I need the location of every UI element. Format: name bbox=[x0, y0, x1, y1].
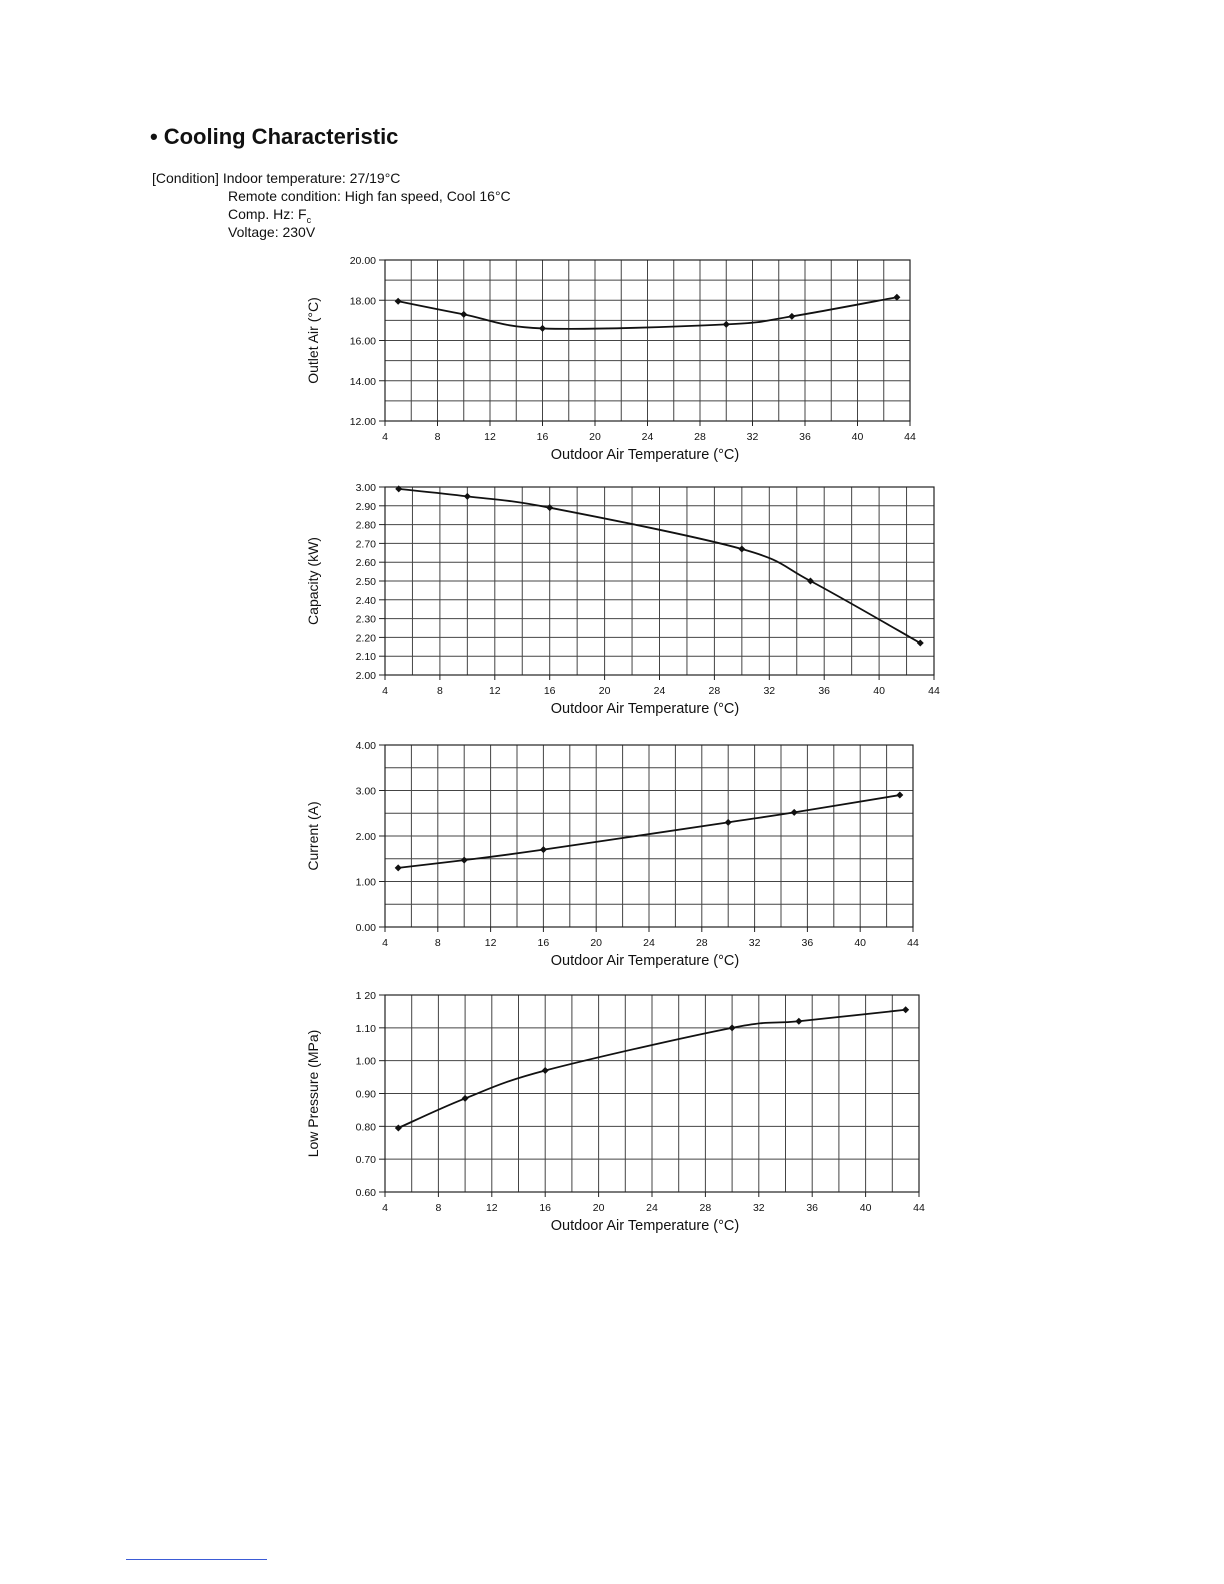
x-axis-label: Outdoor Air Temperature (°C) bbox=[550, 953, 740, 969]
x-tick-label: 16 bbox=[543, 685, 556, 697]
x-tick-label: 36 bbox=[799, 431, 811, 443]
x-tick-label: 40 bbox=[851, 431, 864, 443]
data-point bbox=[795, 1018, 802, 1025]
x-tick-label: 16 bbox=[536, 431, 549, 443]
x-tick-label: 40 bbox=[859, 1202, 872, 1214]
x-tick-label: 24 bbox=[643, 937, 655, 949]
x-tick-label: 20 bbox=[592, 1202, 605, 1214]
y-tick-label: 14.00 bbox=[349, 375, 376, 388]
y-tick-label: 2.80 bbox=[355, 519, 376, 532]
y-tick-label: 0.60 bbox=[355, 1187, 376, 1199]
data-point bbox=[917, 640, 924, 647]
x-tick-label: 16 bbox=[537, 937, 550, 949]
y-tick-label: 2.00 bbox=[355, 831, 376, 843]
data-point bbox=[723, 321, 730, 328]
voltage: Voltage: 230V bbox=[228, 224, 316, 240]
x-tick-label: 24 bbox=[641, 431, 654, 443]
x-tick-label: 20 bbox=[598, 685, 611, 697]
x-tick-label: 28 bbox=[708, 685, 721, 697]
y-tick-label: 3.00 bbox=[355, 482, 376, 494]
chart-1 bbox=[305, 255, 916, 463]
x-tick-label: 32 bbox=[748, 937, 761, 949]
x-tick-label: 24 bbox=[646, 1202, 658, 1214]
x-tick-label: 36 bbox=[818, 685, 831, 697]
y-tick-label: 0.00 bbox=[355, 922, 376, 934]
data-point bbox=[395, 298, 402, 305]
bullet-glyph: • bbox=[150, 124, 158, 149]
y-tick-label: 1 20 bbox=[355, 990, 376, 1002]
y-tick-label: 2.60 bbox=[355, 557, 376, 570]
data-point bbox=[902, 1006, 909, 1013]
x-tick-label: 12 bbox=[484, 937, 497, 949]
x-tick-label: 8 bbox=[434, 937, 441, 949]
x-tick-label: 16 bbox=[539, 1202, 552, 1214]
data-point bbox=[395, 864, 402, 871]
x-tick-label: 28 bbox=[694, 431, 706, 443]
x-tick-label: 12 bbox=[488, 685, 501, 697]
x-axis-label: Outdoor Air Temperature (°C) bbox=[550, 1218, 740, 1234]
x-tick-label: 44 bbox=[928, 685, 940, 697]
chart-4 bbox=[305, 990, 925, 1234]
x-tick-label: 4 bbox=[382, 1202, 388, 1214]
data-point bbox=[546, 504, 553, 511]
data-point bbox=[788, 313, 795, 320]
x-tick-label: 32 bbox=[752, 1202, 765, 1214]
data-point bbox=[893, 294, 900, 301]
indoor-temperature: Indoor temperature: 27/19°C bbox=[222, 170, 401, 186]
y-tick-label: 0.80 bbox=[355, 1121, 376, 1134]
x-axis-label: Outdoor Air Temperature (°C) bbox=[550, 701, 740, 717]
x-tick-label: 44 bbox=[913, 1202, 925, 1214]
y-tick-label: 2.00 bbox=[355, 670, 376, 682]
data-point bbox=[738, 546, 745, 553]
y-tick-label: 0.90 bbox=[355, 1088, 376, 1101]
x-tick-label: 28 bbox=[699, 1202, 712, 1214]
x-tick-label: 20 bbox=[590, 937, 603, 949]
x-tick-label: 4 bbox=[382, 685, 388, 697]
remote-condition: Remote condition: High fan speed, Cool 16°C bbox=[228, 188, 511, 204]
data-point bbox=[540, 846, 547, 853]
footer-rule bbox=[126, 1559, 267, 1560]
y-tick-label: 2.30 bbox=[355, 613, 376, 626]
y-tick-label: 2.10 bbox=[355, 651, 376, 664]
data-point bbox=[725, 819, 732, 826]
data-point bbox=[791, 809, 798, 816]
x-tick-label: 44 bbox=[907, 937, 919, 949]
x-tick-label: 4 bbox=[382, 431, 388, 443]
data-point bbox=[395, 1124, 402, 1131]
x-tick-label: 36 bbox=[806, 1202, 819, 1214]
y-tick-label: 20.00 bbox=[349, 255, 376, 267]
x-tick-label: 44 bbox=[904, 431, 916, 443]
y-tick-label: 18.00 bbox=[349, 295, 376, 308]
y-tick-label: 2.20 bbox=[355, 632, 376, 645]
y-tick-label: 16.00 bbox=[349, 335, 376, 348]
y-axis-label: Low Pressure (MPa) bbox=[305, 1029, 321, 1158]
data-point bbox=[539, 325, 546, 332]
data-point bbox=[896, 792, 903, 799]
y-tick-label: 1.00 bbox=[355, 876, 376, 889]
x-tick-label: 8 bbox=[435, 1202, 442, 1214]
x-tick-label: 4 bbox=[382, 937, 388, 949]
y-tick-label: 1.00 bbox=[355, 1055, 376, 1068]
data-point bbox=[542, 1067, 549, 1074]
x-tick-label: 24 bbox=[653, 685, 666, 697]
chart-3 bbox=[305, 740, 919, 969]
y-axis-label: Capacity (kW) bbox=[305, 537, 321, 625]
x-tick-label: 40 bbox=[873, 685, 885, 697]
y-axis-label: Current (A) bbox=[305, 801, 321, 871]
data-point bbox=[729, 1024, 736, 1031]
x-axis-label: Outdoor Air Temperature (°C) bbox=[550, 447, 740, 463]
y-tick-label: 2.50 bbox=[355, 576, 376, 588]
condition-label: [Condition] bbox=[152, 170, 219, 186]
x-tick-label: 32 bbox=[763, 685, 776, 697]
chart-2 bbox=[305, 482, 940, 717]
y-tick-label: 2.90 bbox=[355, 500, 376, 513]
comp-subscript: c bbox=[306, 214, 312, 225]
y-axis-label: Outlet Air (°C) bbox=[305, 297, 321, 384]
data-point bbox=[807, 578, 814, 585]
x-tick-label: 32 bbox=[746, 431, 759, 443]
data-point bbox=[461, 857, 468, 864]
y-tick-label: 2.40 bbox=[355, 594, 376, 607]
x-tick-label: 20 bbox=[589, 431, 601, 443]
x-tick-label: 12 bbox=[484, 431, 496, 443]
x-tick-label: 40 bbox=[854, 937, 867, 949]
comp-label: Comp. Hz: F bbox=[228, 206, 307, 222]
title-text: Cooling Characteristic bbox=[163, 124, 399, 149]
y-tick-label: 1.10 bbox=[355, 1022, 376, 1035]
data-point bbox=[462, 1095, 469, 1102]
y-tick-label: 3.00 bbox=[355, 785, 376, 798]
data-point bbox=[464, 493, 471, 500]
y-tick-label: 2.70 bbox=[355, 538, 376, 551]
x-tick-label: 36 bbox=[801, 937, 814, 949]
x-tick-label: 8 bbox=[434, 431, 441, 443]
data-point bbox=[460, 311, 467, 318]
y-tick-label: 12.00 bbox=[349, 416, 376, 428]
y-tick-label: 4.00 bbox=[355, 740, 376, 752]
x-tick-label: 12 bbox=[485, 1202, 498, 1214]
y-tick-label: 0.70 bbox=[355, 1154, 376, 1167]
x-tick-label: 28 bbox=[695, 937, 708, 949]
x-tick-label: 8 bbox=[436, 685, 443, 697]
